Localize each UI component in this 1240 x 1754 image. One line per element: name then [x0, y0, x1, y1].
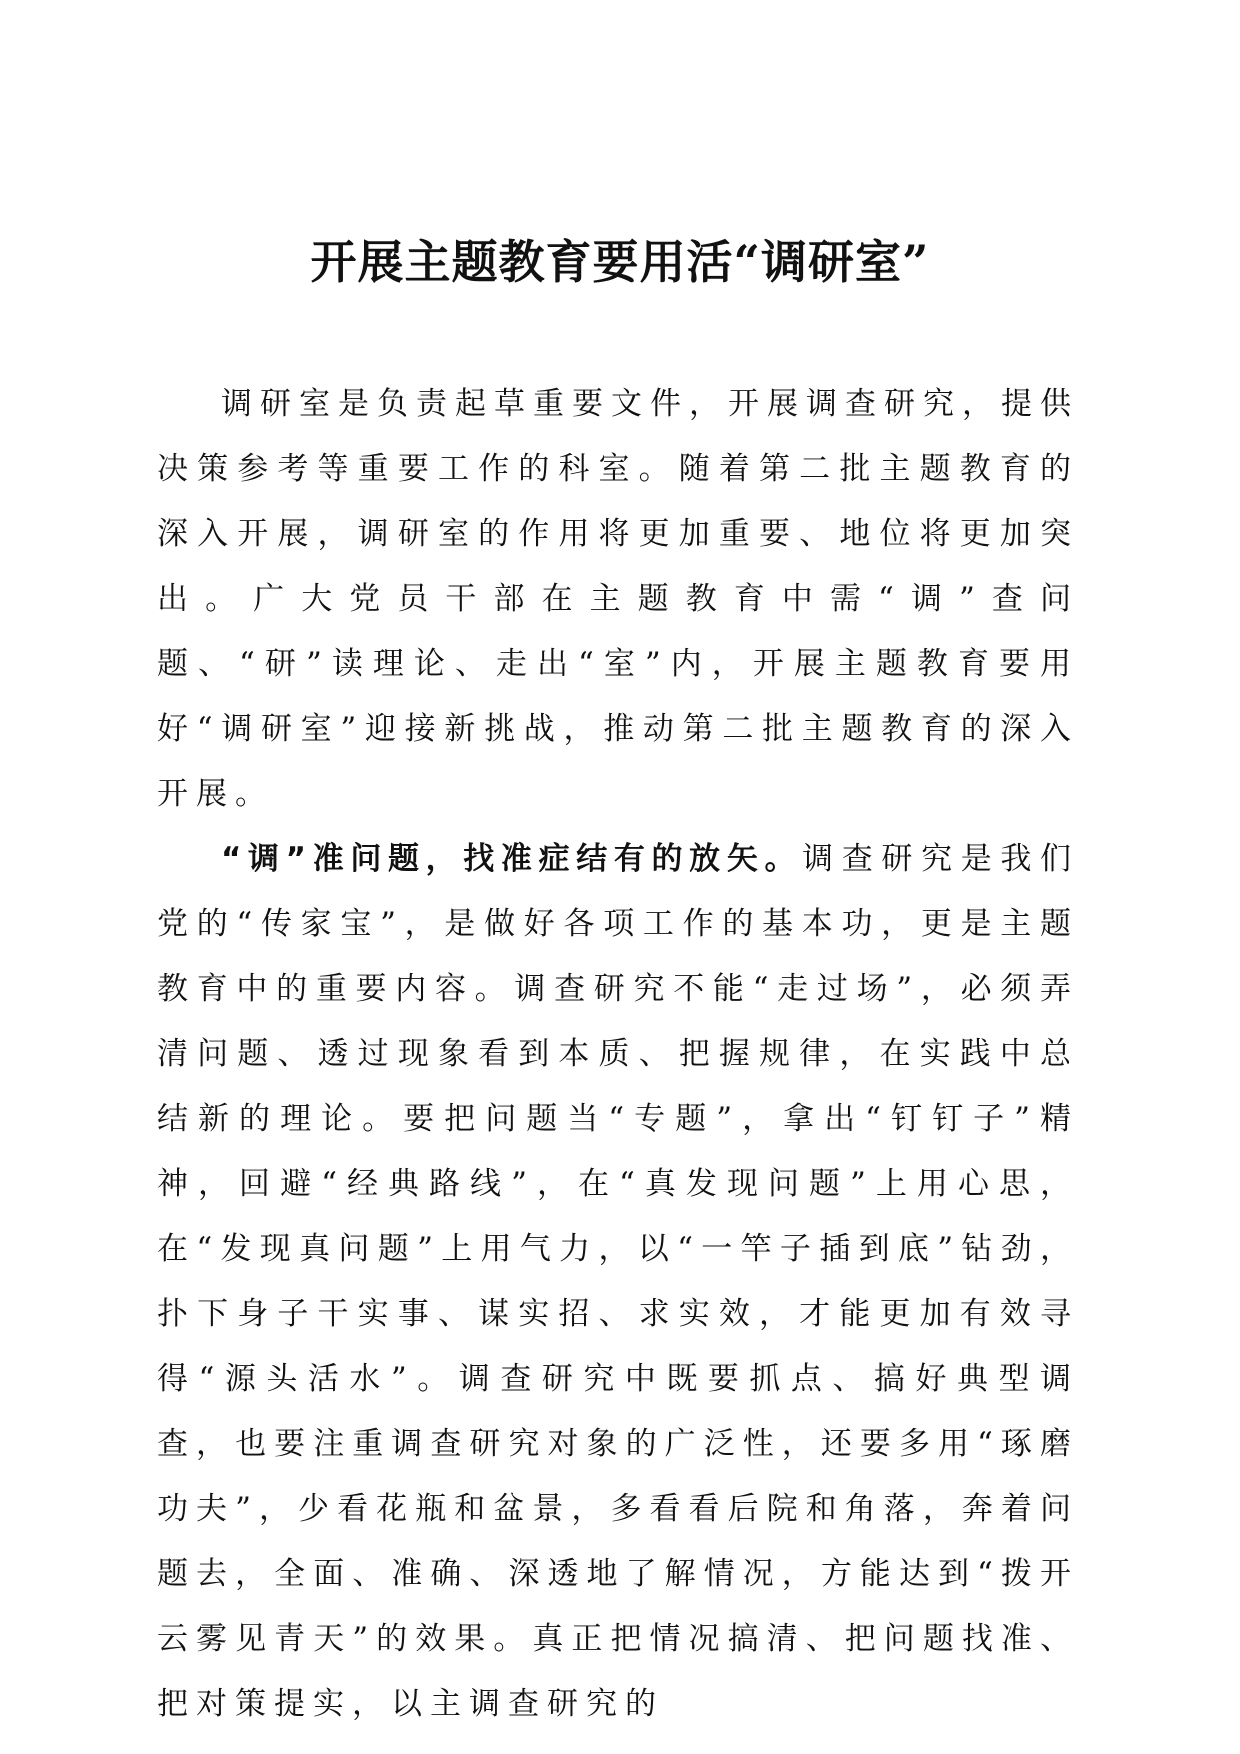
paragraph-lead: “调”准问题，找准症结有的放矢。	[221, 841, 803, 877]
paragraph-text: 调研室是负责起草重要文件，开展调查研究，提供决策参考等重要工作的科室。随着第二批主题教育的深入开展，调研室的作用将更加重要、地位将更加突出。广大党员干部在主题教育中需“调”查问题、“研”读理论、走出“室”内，开展主题教育要用好“调研室”迎接新挑战，推动第二批主题教育的深入开展。	[157, 386, 1079, 812]
paragraph-text: 调查研究是我们党的“传家宝”，是做好各项工作的基本功，更是主题教育中的重要内容。调查研究不能“走过场”，必须弄清问题、透过现象看到本质、把握规律，在实践中总结新的理论。要把问题当“专题”，拿出“钉钉子”精神，回避“经典路线”，在“真发现问题”上用心思，在“发现真问题”上用气力，以“一竿子插到底”钻劲，扑下身子干实事、谋实招、求实效，才能更加有效寻得“源头活水”。调查研究中既要抓点、搞好典型调查，也要注重调查研究对象的广泛性，还要多用“琢磨功夫”，少看花瓶和盆景，多看看后院和角落，奔着问题去，全面、准确、深透地了解情况，方能达到“拨开云雾见青天”的效果。真正把情况搞清、把问题找准、把对策提实，以主调查研究的	[157, 841, 1080, 1722]
paragraph-intro	[157, 372, 1079, 827]
document-body	[157, 372, 1079, 1737]
document-title: 开展主题教育要用活“调研室”	[310, 235, 930, 289]
paragraph-investigate	[157, 827, 1079, 1737]
